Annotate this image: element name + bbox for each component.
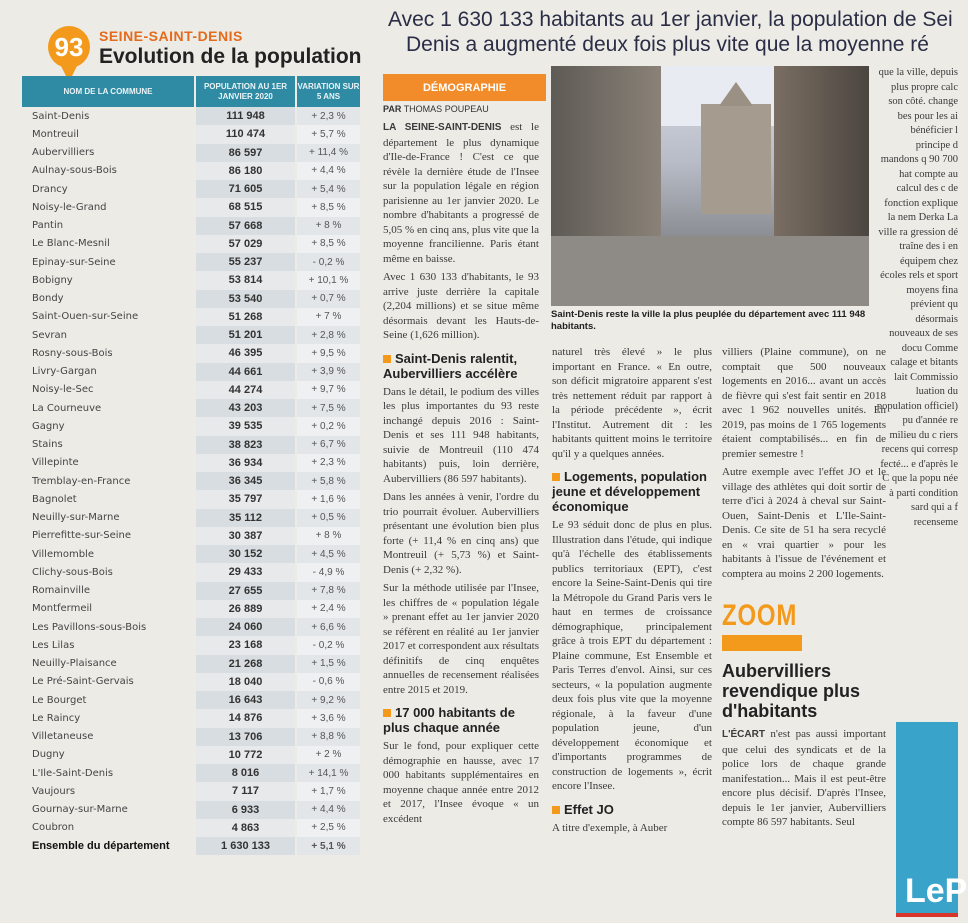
population-value: 57 029 — [196, 235, 295, 253]
population-value: 36 934 — [196, 454, 295, 472]
commune-name: Aulnay-sous-Bois — [32, 165, 117, 177]
variation-value: + 1,5 % — [297, 655, 360, 673]
commune-name: Stains — [32, 439, 63, 451]
table-total-row — [22, 837, 372, 855]
table-row — [22, 764, 372, 782]
lead-text: est le département le plus dynamique d'Ile-de-France ! C'est ce que révèle la dernière étude de l'Insee sur la population légale en région parisienne au 1er janvier 2020. Le nombre d'habitants a progressé de 5,05 % en cinq ans, plus vite que la moyenne francilienne. Paris étant même en baisse. — [383, 121, 539, 265]
paragraph-4: Dans les années à venir, l'ordre du trio pourrait évoluer. Aubervilliers présentant une évolution bien plus forte (+ 11,4 % en cinq ans) que Montreuil (+ 5,73 %) et Saint-Denis (+ 2,32 %). — [383, 491, 539, 576]
variation-value: + 3,9 % — [297, 363, 360, 381]
commune-name: Neuilly-sur-Marne — [32, 512, 120, 524]
population-value: 35 112 — [196, 509, 295, 527]
commune-name: Dugny — [32, 749, 65, 761]
article-column-a — [383, 120, 539, 830]
variation-value: + 4,5 % — [297, 545, 360, 563]
table-row — [22, 144, 372, 162]
variation-value: + 14,1 % — [297, 764, 360, 782]
paragraph-5: Sur la méthode utilisée par l'Insee, les chiffres de « population légale » prenant effet au 1er janvier 2020 se réfèrent en réalité au 1er janvier 2017 et correspondent aux résultats définitifs de cinq enquêtes annuelles de recensement réalisées entre 2015 et 2019. — [383, 582, 539, 696]
department-badge: 93 — [48, 26, 90, 68]
table-row — [22, 399, 372, 417]
table-row — [22, 107, 372, 125]
variation-value: + 1,7 % — [297, 782, 360, 800]
table-row — [22, 344, 372, 362]
commune-name: Clichy-sous-Bois — [32, 566, 113, 578]
population-value: 30 152 — [196, 545, 295, 563]
photo-basilica — [701, 104, 771, 214]
table-row — [22, 563, 372, 581]
table-header — [22, 76, 372, 107]
population-value: 51 201 — [196, 326, 295, 344]
variation-value: + 10,1 % — [297, 271, 360, 289]
population-value: 26 889 — [196, 600, 295, 618]
variation-value: + 5,7 % — [297, 125, 360, 143]
population-value: 36 345 — [196, 472, 295, 490]
population-value: 16 643 — [196, 691, 295, 709]
variation-value: + 9,7 % — [297, 381, 360, 399]
variation-value: + 9,2 % — [297, 691, 360, 709]
commune-name: La Courneuve — [32, 402, 102, 414]
chart-title: Evolution de la population — [99, 45, 362, 68]
population-value: 23 168 — [196, 636, 295, 654]
population-value: 51 268 — [196, 308, 295, 326]
table-row — [22, 527, 372, 545]
variation-value: + 2,4 % — [297, 600, 360, 618]
table-row — [22, 326, 372, 344]
variation-value: + 7 % — [297, 308, 360, 326]
population-value: 38 823 — [196, 436, 295, 454]
population-value: 53 540 — [196, 290, 295, 308]
population-value: 6 933 — [196, 801, 295, 819]
commune-name: Noisy-le-Sec — [32, 384, 94, 396]
commune-name: Villetaneuse — [32, 731, 94, 743]
square-bullet-icon — [383, 355, 391, 363]
commune-name: Pantin — [32, 220, 64, 232]
table-row — [22, 709, 372, 727]
street-photo — [551, 66, 869, 306]
newspaper-logo-text: LeP — [905, 872, 968, 910]
variation-value: + 8,5 % — [297, 235, 360, 253]
population-table — [22, 76, 372, 855]
population-value: 68 515 — [196, 198, 295, 216]
byline-prefix: PAR — [383, 104, 402, 114]
lead-strong: LA SEINE-SAINT-DENIS — [383, 122, 502, 133]
population-value: 43 203 — [196, 399, 295, 417]
commune-name: Tremblay-en-France — [32, 475, 131, 487]
subhead-3-text: Logements, population jeune et développement économique — [552, 469, 707, 514]
table-row — [22, 235, 372, 253]
zoom-bar — [722, 635, 802, 651]
population-value: 55 237 — [196, 253, 295, 271]
section-tag: DÉMOGRAPHIE — [383, 74, 546, 101]
table-row — [22, 436, 372, 454]
square-bullet-icon — [552, 806, 560, 814]
table-row — [22, 290, 372, 308]
variation-value: + 11,4 % — [297, 144, 360, 162]
table-row — [22, 417, 372, 435]
table-row — [22, 545, 372, 563]
table-row — [22, 801, 372, 819]
commune-name: Aubervilliers — [32, 147, 95, 159]
zoom-headline: Aubervilliers revendique plus d'habitants — [722, 661, 861, 721]
variation-value: + 3,6 % — [297, 709, 360, 727]
zoom-strong: L'ÉCART — [722, 729, 765, 740]
commune-name: Le Blanc-Mesnil — [32, 238, 110, 250]
commune-name: Les Pavillons-sous-Bois — [32, 621, 147, 633]
population-value: 44 274 — [196, 381, 295, 399]
variation-value: + 4,4 % — [297, 801, 360, 819]
population-value: 53 814 — [196, 271, 295, 289]
commune-name: Gagny — [32, 420, 65, 432]
table-row — [22, 472, 372, 490]
zoom-text: n'est pas aussi important que celui des syndicats et de la police lors de chaque grande manifestation... Mais il est peut-être encore plus décisif. D'après l'Insee, depuis le 1er janvier, Aubervilliers compte 86 597 habitants. Seul — [722, 728, 886, 828]
commune-name: Pierrefitte-sur-Seine — [32, 530, 132, 542]
population-value: 27 655 — [196, 582, 295, 600]
subhead-1 — [383, 351, 539, 381]
commune-name: Romainville — [32, 585, 91, 597]
variation-value: - 0,6 % — [297, 673, 360, 691]
variation-value: - 0,2 % — [297, 636, 360, 654]
lead-paragraph — [383, 120, 539, 266]
population-value: 13 706 — [196, 728, 295, 746]
population-value: 71 605 — [196, 180, 295, 198]
population-value: 44 661 — [196, 363, 295, 381]
variation-value: + 8 % — [297, 217, 360, 235]
variation-value: + 2,5 % — [297, 819, 360, 837]
population-value: 30 387 — [196, 527, 295, 545]
logo-red-rule — [896, 913, 958, 917]
population-value: 4 863 — [196, 819, 295, 837]
zoom-label: ZOOM — [722, 599, 798, 632]
colc-paragraph-1: villiers (Plaine commune), on ne comptait que 500 nouveaux logements en 2016... avant un accès de fièvre qui s'est fait sentir en 2018 avec 1 962 nouvelles unités. En 2019, pas moins de 1 765 logements étaient comptabilisés... en fin de premier semestre ! — [722, 346, 886, 460]
table-row — [22, 582, 372, 600]
variation-value: + 5,8 % — [297, 472, 360, 490]
paragraph-2: Avec 1 630 133 d'habitants, le 93 arrive juste derrière la capitale (2,204 millions) et se situe même désormais devant les Hauts-de-Seine (1,626 million). — [383, 271, 539, 341]
colb-paragraph-1: naturel très élevé » le plus important en France. « En outre, son déficit migratoire apparent s'est très nettement réduit par rapport à la période précédente », écrit l'Institut. Autrement dit : les habitants quittent moins le territoire qu'il y a quelques années. — [552, 346, 712, 460]
variation-value: + 5,4 % — [297, 180, 360, 198]
variation-value: + 6,7 % — [297, 436, 360, 454]
table-row — [22, 162, 372, 180]
population-value: 29 433 — [196, 563, 295, 581]
table-row — [22, 271, 372, 289]
variation-value: + 2 % — [297, 746, 360, 764]
total-name: Ensemble du département — [32, 840, 170, 853]
table-row — [22, 253, 372, 271]
table-row — [22, 125, 372, 143]
population-value: 39 535 — [196, 417, 295, 435]
population-value: 21 268 — [196, 655, 295, 673]
commune-name: Noisy-le-Grand — [32, 201, 107, 213]
variation-value: + 0,5 % — [297, 509, 360, 527]
table-row — [22, 198, 372, 216]
population-value: 8 016 — [196, 764, 295, 782]
commune-name: Bagnolet — [32, 493, 77, 505]
article-column-c — [722, 345, 886, 834]
total-pop: 1 630 133 — [196, 837, 295, 855]
variation-value: + 9,5 % — [297, 344, 360, 362]
subhead-2-text: 17 000 habitants de plus chaque année — [383, 705, 515, 735]
subhead-2 — [383, 705, 539, 735]
commune-name: Bobigny — [32, 274, 73, 286]
population-value: 86 597 — [196, 144, 295, 162]
header-variation: VARIATION SUR 5 ANS — [297, 76, 360, 107]
colc-paragraph-2: Autre exemple avec l'effet JO et le village des athlètes qui doit sortir de terre d'ici à 2024 à cheval sur Saint-Ouen, Saint-Denis et L'Ile-Saint-Denis. Ce site de 51 ha sera recyclé en « vrai quartier » pour les habitants à l'issue de l'événement et comptera au moins 2 200 logements. — [722, 466, 886, 580]
variation-value: + 2,8 % — [297, 326, 360, 344]
paragraph-3: Dans le détail, le podium des villes les plus importantes du 93 reste inchangé depuis 2016 : Saint-Denis et ses 111 948 habitants, suivie de Montreuil (110 474 habitants) puis, loin derrière, Aubervilliers (86 597 habitants). — [383, 385, 539, 485]
photo-caption: Saint-Denis reste la ville la plus peuplée du département avec 111 948 habitants. — [551, 309, 866, 332]
byline — [383, 104, 489, 114]
table-row — [22, 655, 372, 673]
table-row — [22, 618, 372, 636]
table-row — [22, 509, 372, 527]
table-row — [22, 308, 372, 326]
subhead-4 — [552, 802, 712, 817]
colb-paragraph-3: A titre d'exemple, à Auber — [552, 821, 668, 834]
population-value: 18 040 — [196, 673, 295, 691]
commune-name: Neuilly-Plaisance — [32, 658, 117, 670]
header-commune: NOM DE LA COMMUNE — [22, 76, 194, 107]
population-value: 24 060 — [196, 618, 295, 636]
population-value: 110 474 — [196, 125, 295, 143]
table-row — [22, 217, 372, 235]
variation-value: + 2,3 % — [297, 107, 360, 125]
variation-value: + 1,6 % — [297, 490, 360, 508]
article-column-b — [552, 345, 712, 839]
table-row — [22, 819, 372, 837]
total-var: + 5,1 % — [297, 837, 360, 855]
commune-name: Villepinte — [32, 457, 79, 469]
commune-name: Rosny-sous-Bois — [32, 347, 113, 359]
variation-value: + 8,8 % — [297, 728, 360, 746]
population-value: 14 876 — [196, 709, 295, 727]
subhead-3 — [552, 469, 712, 514]
department-kicker: SEINE-SAINT-DENIS — [99, 28, 243, 44]
commune-name: Livry-Gargan — [32, 366, 97, 378]
table-row — [22, 454, 372, 472]
variation-value: + 4,4 % — [297, 162, 360, 180]
commune-name: Le Pré-Saint-Gervais — [32, 676, 134, 688]
headline-line-1: Avec 1 630 133 habitants au 1er janvier, la population de Sei — [388, 8, 953, 31]
variation-value: + 7,8 % — [297, 582, 360, 600]
table-row — [22, 490, 372, 508]
table-row — [22, 363, 372, 381]
variation-value: - 0,2 % — [297, 253, 360, 271]
table-row — [22, 746, 372, 764]
commune-name: Le Bourget — [32, 694, 87, 706]
population-value: 35 797 — [196, 490, 295, 508]
byline-name: THOMAS POUPEAU — [403, 104, 489, 114]
table-row — [22, 636, 372, 654]
table-row — [22, 782, 372, 800]
population-value: 111 948 — [196, 107, 295, 125]
zoom-paragraph — [722, 727, 886, 830]
commune-name: Epinay-sur-Seine — [32, 256, 116, 268]
population-value: 86 180 — [196, 162, 295, 180]
commune-name: Les Lilas — [32, 639, 75, 651]
table-row — [22, 673, 372, 691]
commune-name: Le Raincy — [32, 712, 81, 724]
variation-value: + 8,5 % — [297, 198, 360, 216]
commune-name: Bondy — [32, 293, 64, 305]
commune-name: Montfermeil — [32, 603, 93, 615]
photo-street — [551, 236, 869, 306]
headline-line-2: Denis a augmenté deux fois plus vite que la moyenne ré — [406, 33, 929, 56]
variation-value: - 4,9 % — [297, 563, 360, 581]
variation-value: + 6,6 % — [297, 618, 360, 636]
variation-value: + 2,3 % — [297, 454, 360, 472]
paragraph-6: Sur le fond, pour expliquer cette démographie en hausse, avec 17 000 habitants supplémentaires en moyenne chaque année entre 2012 et 2017, l'Insee évoque « un excédent — [383, 740, 539, 825]
commune-name: Coubron — [32, 822, 75, 834]
variation-value: + 0,2 % — [297, 417, 360, 435]
population-value: 46 395 — [196, 344, 295, 362]
commune-name: Gournay-sur-Marne — [32, 804, 128, 816]
commune-name: Saint-Ouen-sur-Seine — [32, 311, 139, 323]
colb-paragraph-2: Le 93 séduit donc de plus en plus. Illustration dans l'étude, qui indique qu'à l'échelle des établissements publics territoriaux (EPT), c'est encore la Seine-Saint-Denis qui tire la Métropole du Grand Paris vers le haut en termes de croissance démographique, principalement grâce à trois EPT du département : Plaine commune, Est Ensemble et Paris Terres d'envol. Ainsi, sur ces secteurs, « la population augmente deux fois plus vite que la moyenne régionale, à la faveur d'une population jeune, d'un développement économique et d'importants programmes de construction de logements », écrit encore l'Insee. — [552, 519, 712, 792]
square-bullet-icon — [552, 473, 560, 481]
subhead-1-text: Saint-Denis ralentit, Aubervilliers accélère — [383, 350, 518, 381]
population-value: 57 668 — [196, 217, 295, 235]
article-headline — [388, 7, 968, 57]
header-population: POPULATION AU 1ER JANVIER 2020 — [196, 76, 295, 107]
table-row — [22, 600, 372, 618]
table-row — [22, 180, 372, 198]
table-row — [22, 728, 372, 746]
table-row — [22, 691, 372, 709]
commune-name: Villemomble — [32, 548, 94, 560]
subhead-4-text: Effet JO — [564, 801, 614, 817]
variation-value: + 7,5 % — [297, 399, 360, 417]
commune-name: Vaujours — [32, 785, 76, 797]
population-value: 7 117 — [196, 782, 295, 800]
table-row — [22, 381, 372, 399]
commune-name: L'Ile-Saint-Denis — [32, 767, 114, 779]
commune-name: Drancy — [32, 183, 68, 195]
article-column-d: que la ville, depuis plus propre calc son côté. change bes pour les ai bénéficier l principe d mandons q 90 700 hat compte au calcul des c de fonction explique la nem Derka La ville ra gression dé traîne des i en équipem chez écoles rels et sport moyens fina prévient qu désormais nouveaux de ses docu Comme calage et bitants lait Commissio luation du population officiel) pu d'année re milieu du c riers recens qui corresp fecté... e d'après le C que la popu née à parti condition sard qui a f recenseme — [876, 67, 958, 528]
table-body — [22, 107, 372, 837]
commune-name: Saint-Denis — [32, 110, 90, 122]
square-bullet-icon — [383, 709, 391, 717]
commune-name: Montreuil — [32, 128, 79, 140]
variation-value: + 8 % — [297, 527, 360, 545]
commune-name: Sevran — [32, 329, 67, 341]
population-value: 10 772 — [196, 746, 295, 764]
variation-value: + 0,7 % — [297, 290, 360, 308]
